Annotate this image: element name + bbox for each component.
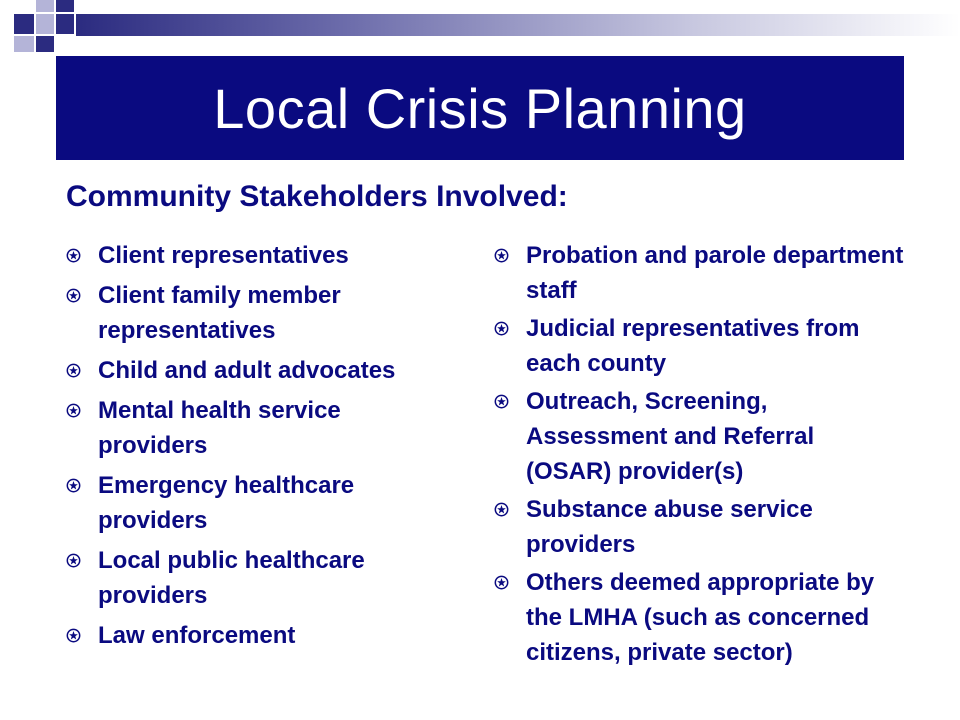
deco-square [36,36,54,52]
list-item [66,238,446,273]
star-circle-icon [66,553,81,568]
deco-square [36,14,54,34]
star-circle-icon [494,248,509,263]
deco-square [56,0,74,12]
star-circle-icon [66,403,81,418]
list-item-text: Others deemed appropriate by the LMHA (such as concerned citizens, private sector) [526,569,875,666]
list-item-text: Client representatives [98,242,349,269]
list-item-text: Client family member representatives [98,282,341,344]
star-circle-icon [494,321,509,336]
list-item-text: Child and adult advocates [98,357,396,384]
list-item-text: Judicial representatives from each county [526,315,860,377]
list-item [66,543,446,613]
deco-square [56,14,74,34]
list-item-text: Substance abuse service providers [526,496,813,558]
page-title: Local Crisis Planning [213,76,747,140]
star-circle-icon [494,394,509,409]
left-stakeholder-list [66,238,446,658]
deco-square [36,0,54,12]
list-item [66,278,446,348]
list-item [66,353,446,388]
list-item [494,384,904,489]
title-band [56,56,904,160]
list-item-text: Probation and parole department staff [526,242,904,304]
star-circle-icon [66,248,81,263]
list-item [494,565,904,670]
list-item-text: Outreach, Screening, Assessment and Referral (OSAR) provider(s) [526,388,815,485]
list-item-text: Law enforcement [98,622,296,649]
header-gradient-bar [76,14,960,36]
right-stakeholder-list [494,238,904,673]
list-item-text: Emergency healthcare providers [98,472,355,534]
list-item [66,618,446,653]
list-item [66,393,446,463]
star-circle-icon [66,628,81,643]
star-circle-icon [66,363,81,378]
list-item-text: Mental health service providers [98,397,341,459]
star-circle-icon [66,288,81,303]
deco-square [14,14,34,34]
star-circle-icon [494,502,509,517]
deco-square [14,36,34,52]
subtitle: Community Stakeholders Involved: [66,180,568,213]
star-circle-icon [494,575,509,590]
star-circle-icon [66,478,81,493]
list-item [66,468,446,538]
list-item-text: Local public healthcare providers [98,547,365,609]
list-item [494,492,904,562]
list-item [494,311,904,381]
list-item [494,238,904,308]
